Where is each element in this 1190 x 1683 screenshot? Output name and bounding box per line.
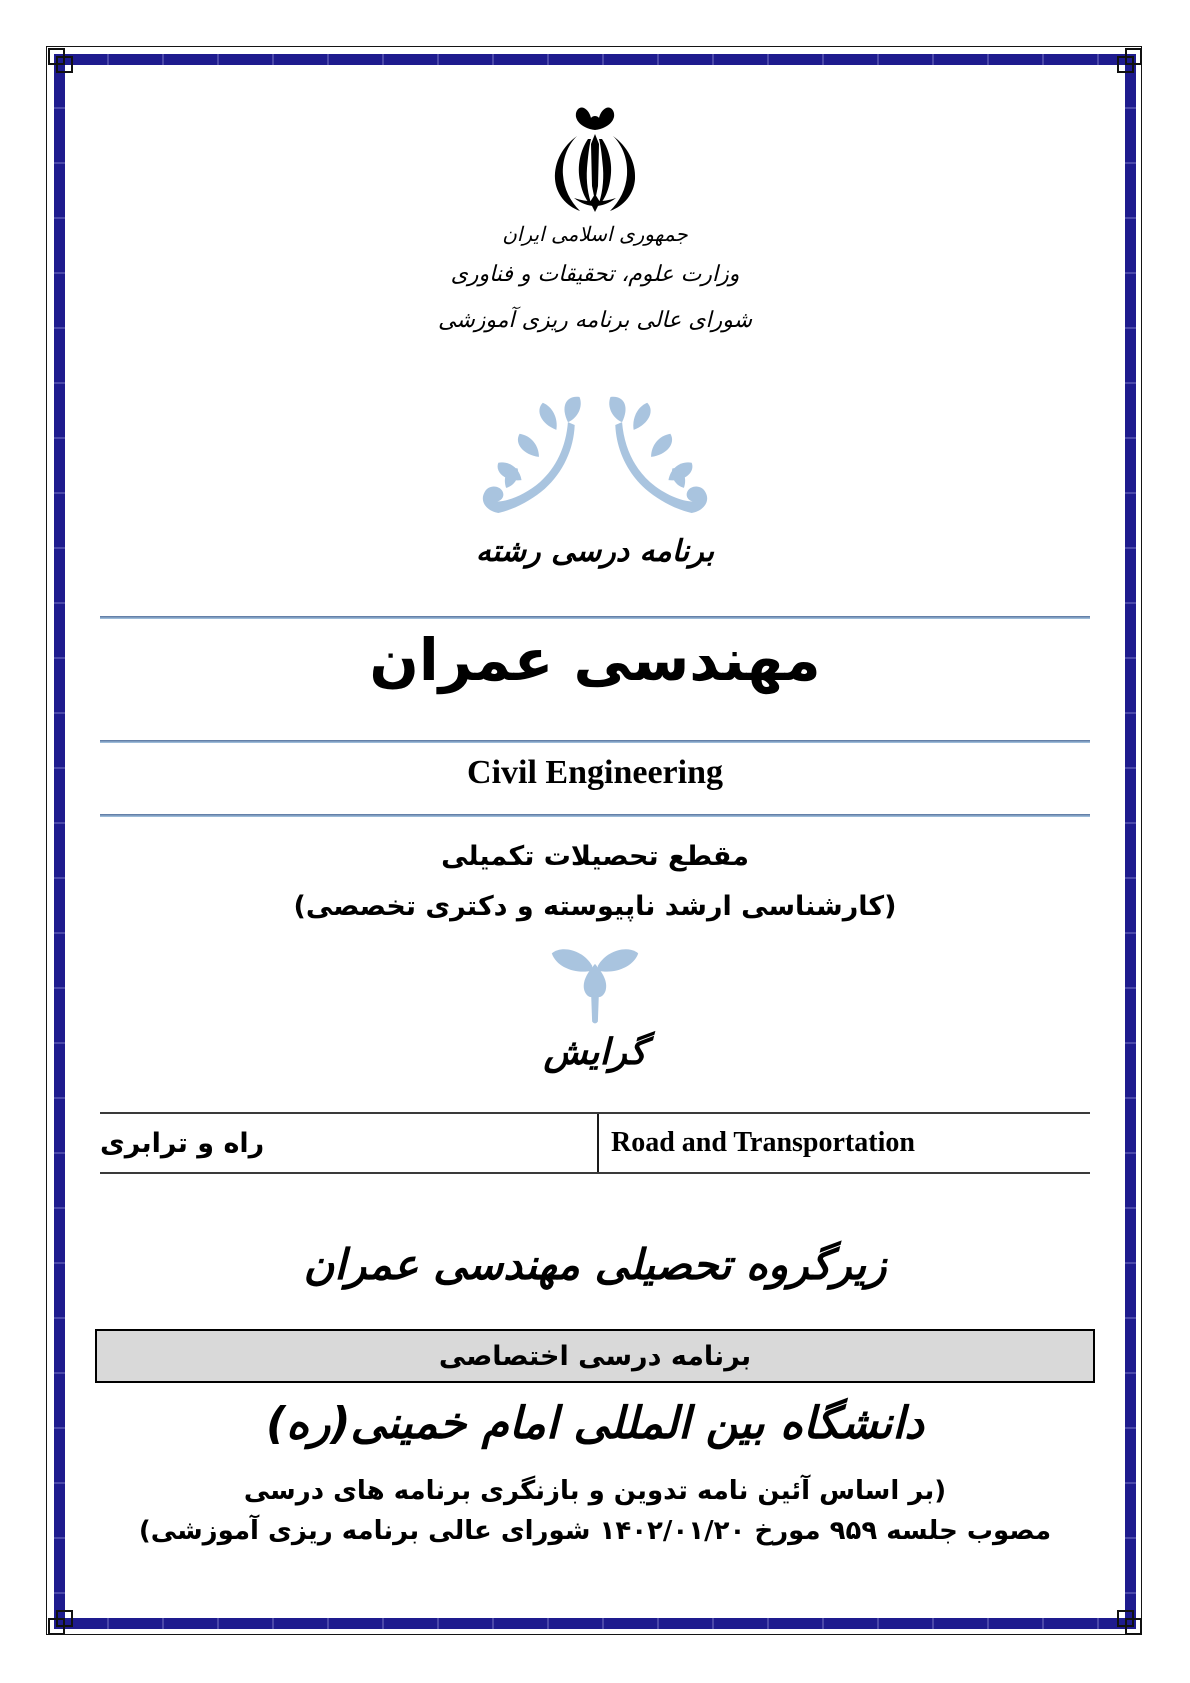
level-line1: مقطع تحصیلات تکمیلی [441, 841, 749, 872]
approval-line1: (بر اساس آئین نامه تدوین و بازنگری برنامه های درسی [243, 1476, 947, 1506]
program-type-bar [95, 1329, 1095, 1383]
divider-rule [100, 814, 1090, 817]
page-border-band-bottom [54, 1618, 1136, 1629]
orientation-row [100, 1112, 1090, 1174]
floral-bud-icon [547, 942, 643, 1028]
subgroup-line: زیرگروه تحصیلی مهندسی عمران [303, 1240, 887, 1289]
floral-flourish-icon [479, 392, 711, 518]
approval-line2: مصوب جلسه ۹۵۹ مورخ ۱۴۰۲/۰۱/۲۰ شورای عالی برنامه ریزی آموزشی) [138, 1516, 1052, 1546]
university-line: دانشگاه بین المللی امام خمینی(ره) [265, 1398, 925, 1449]
field-title-fa: مهندسی عمران [369, 626, 821, 694]
corner-knot-icon [56, 1610, 73, 1627]
program-type-label: برنامه درسی اختصاصی [438, 1340, 752, 1372]
republic-line: جمهوری اسلامی ایران [502, 222, 688, 246]
orientation-fa: راه و ترابری [100, 1114, 599, 1172]
ministry-line: وزارت علوم، تحقیقات و فناوری [450, 262, 740, 287]
field-title-en: Civil Engineering [467, 754, 723, 791]
council-line: شورای عالی برنامه ریزی آموزشی [437, 308, 753, 333]
orientation-en: Road and Transportation [611, 1127, 915, 1158]
program-label: برنامه درسی رشته [475, 534, 715, 569]
corner-knot-icon [1117, 56, 1134, 73]
orientation-label: گرایش [543, 1032, 647, 1073]
level-line2: (کارشناسی ارشد ناپیوسته و دکتری تخصصی) [293, 891, 897, 922]
divider-rule [100, 616, 1090, 619]
divider-rule [100, 740, 1090, 743]
page-border-band-top [54, 54, 1136, 65]
corner-knot-icon [56, 56, 73, 73]
corner-knot-icon [1117, 1610, 1134, 1627]
iran-emblem-icon [543, 104, 647, 214]
